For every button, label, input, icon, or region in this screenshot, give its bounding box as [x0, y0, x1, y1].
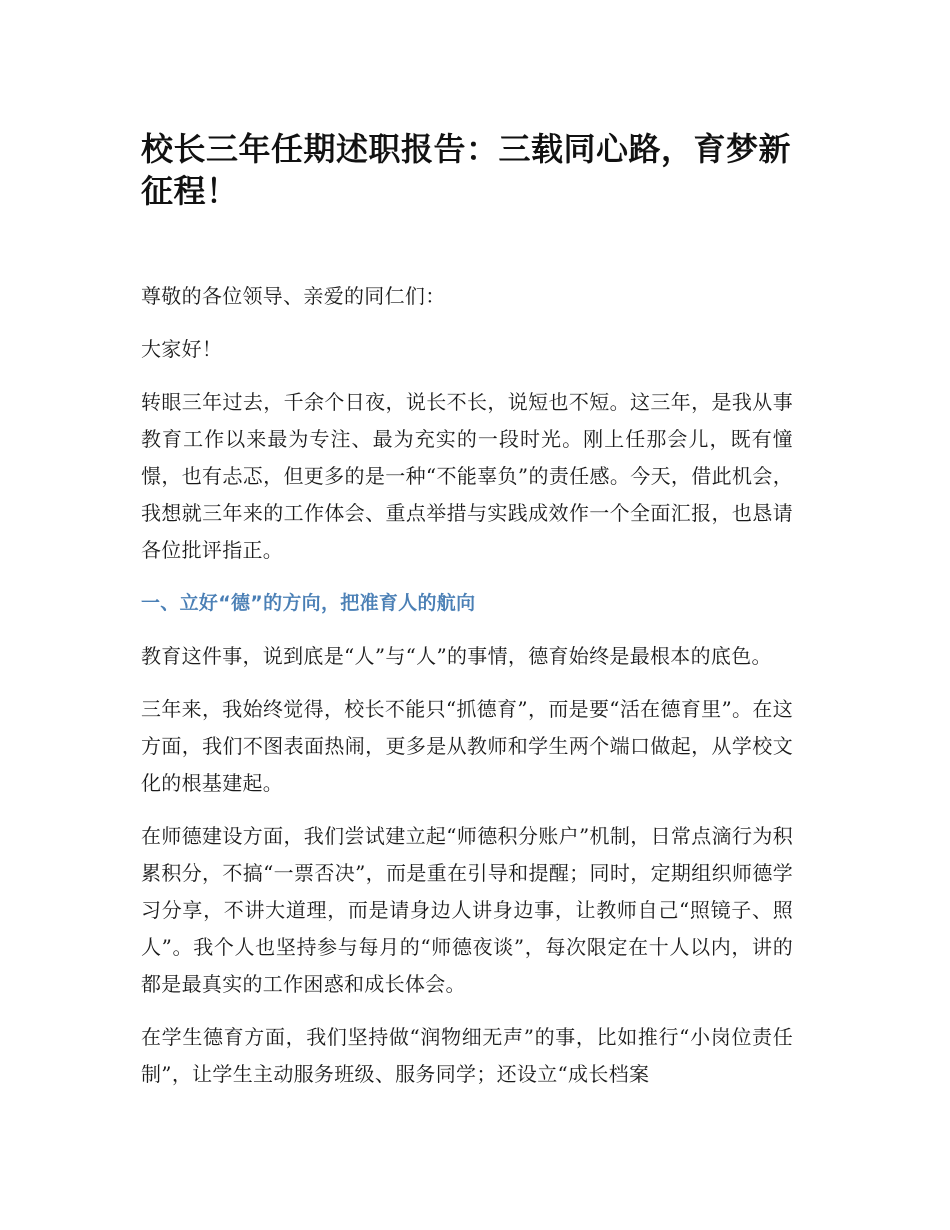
section-heading: 一、立好“德”的方向，把准育人的航向 [141, 592, 476, 614]
intro-paragraph: 转眼三年过去，千余个日夜，说长不长，说短也不短。这三年，是我从事教育工作以来最为专注、最为充实的一段时光。刚上任那会儿，既有憧憬，也有忐忑，但更多的是一种“不能辜负”的责任感。今天，借此机会，我想就三年来的工作体会、重点举措与实践成效作一个全面汇报，也恳请各位批评指正。 [141, 390, 793, 562]
salutation: 尊敬的各位领导、亲爱的同仁们： [141, 284, 446, 308]
body-paragraph: 教育这件事，说到底是“人”与“人”的事情，德育始终是最根本的底色。 [141, 644, 772, 668]
document-page [141, 128, 793, 1093]
body-paragraph: 在师德建设方面，我们尝试建立起“师德积分账户”机制，日常点滴行为积累积分，不搞“一票否决”，而是重在引导和提醒；同时，定期组织师德学习分享，不讲大道理，而是请身边人讲身边事，让教师自己“照镜子、照人”。我个人也坚持参与每月的“师德夜谈”，每次限定在十人以内，讲的都是最真实的工作困惑和成长体会。 [141, 824, 793, 996]
body-paragraph: 在学生德育方面，我们坚持做“润物细无声”的事，比如推行“小岗位责任制”，让学生主动服务班级、服务同学；还设立“成长档案 [141, 1025, 793, 1086]
body-paragraph: 三年来，我始终觉得，校长不能只“抓德育”，而是要“活在德育里”。在这方面，我们不图表面热闹，更多是从教师和学生两个端口做起，从学校文化的根基建起。 [141, 697, 793, 795]
document-title: 校长三年任期述职报告：三载同心路，育梦新征程！ [141, 130, 792, 210]
greeting: 大家好！ [141, 337, 223, 361]
